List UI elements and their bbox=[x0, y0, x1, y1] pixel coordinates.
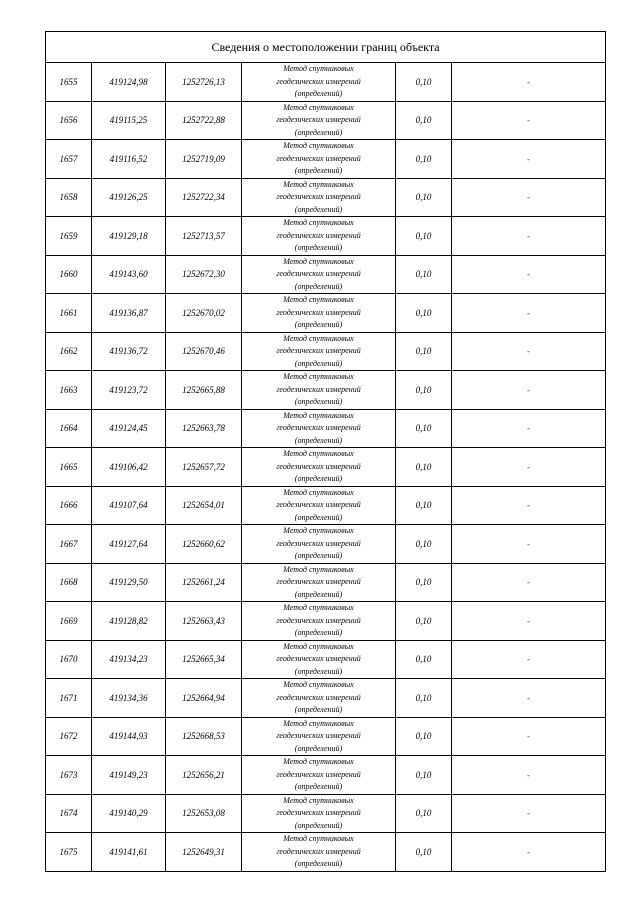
table-row bbox=[46, 178, 606, 217]
x-coordinate-cell: 419116,52 bbox=[92, 140, 166, 179]
table-row bbox=[46, 602, 606, 641]
precision-cell: 0,10 bbox=[396, 217, 452, 256]
method-text-line: геодезических измерений bbox=[276, 115, 361, 124]
table-row bbox=[46, 717, 606, 756]
precision-cell: 0,10 bbox=[396, 602, 452, 641]
x-coordinate-cell: 419129,18 bbox=[92, 217, 166, 256]
note-cell: - bbox=[452, 371, 606, 410]
precision-cell: 0,10 bbox=[396, 563, 452, 602]
method-text-line: Метод спутниковых bbox=[283, 64, 354, 73]
note-cell: - bbox=[452, 294, 606, 333]
method-text-line: Метод спутниковых bbox=[283, 757, 354, 766]
method-cell bbox=[242, 101, 396, 140]
method-text-line: Метод спутниковых bbox=[283, 603, 354, 612]
method-text-line: геодезических измерений bbox=[276, 153, 361, 163]
method-text-line: (определений) bbox=[294, 512, 343, 522]
x-coordinate-cell: 419124,98 bbox=[92, 63, 166, 102]
note-cell: - bbox=[452, 679, 606, 718]
x-coordinate-cell: 419106,42 bbox=[92, 448, 166, 487]
method-text-line: (определений) bbox=[294, 435, 343, 445]
y-coordinate-cell: 1252665,88 bbox=[166, 371, 242, 410]
table-row bbox=[46, 679, 606, 718]
precision-cell: 0,10 bbox=[396, 294, 452, 333]
precision-cell: 0,10 bbox=[396, 371, 452, 410]
point-number-cell: 1663 bbox=[46, 371, 92, 410]
method-text-line: Метод спутниковых bbox=[283, 718, 354, 728]
method-text-line: геодезических измерений bbox=[276, 654, 361, 663]
method-text-line: геодезических измерений bbox=[276, 384, 361, 394]
method-text-line: (определений) bbox=[294, 89, 343, 98]
x-coordinate-cell: 419134,23 bbox=[92, 640, 166, 679]
x-coordinate-cell: 419107,64 bbox=[92, 486, 166, 525]
point-number-cell: 1668 bbox=[46, 563, 92, 602]
method-text-line: (определений) bbox=[294, 782, 343, 791]
method-text-line: геодезических измерений bbox=[276, 346, 361, 355]
x-coordinate-cell: 419128,82 bbox=[92, 602, 166, 641]
boundary-coordinates-table bbox=[45, 31, 606, 872]
table-row bbox=[46, 332, 606, 371]
point-number-cell: 1666 bbox=[46, 486, 92, 525]
method-text-line: Метод спутниковых bbox=[283, 218, 354, 227]
method-text-line: (определений) bbox=[294, 628, 343, 637]
y-coordinate-cell: 1252722,88 bbox=[166, 101, 242, 140]
method-text-line: (определений) bbox=[294, 358, 343, 368]
point-number-cell: 1664 bbox=[46, 409, 92, 448]
method-cell bbox=[242, 255, 396, 294]
method-text-line: геодезических измерений bbox=[276, 769, 361, 779]
note-cell: - bbox=[452, 756, 606, 795]
x-coordinate-cell: 419136,87 bbox=[92, 294, 166, 333]
method-text-line: геодезических измерений bbox=[276, 192, 361, 201]
y-coordinate-cell: 1252661,24 bbox=[166, 563, 242, 602]
method-text-line: Метод спутниковых bbox=[283, 641, 354, 651]
note-cell: - bbox=[452, 101, 606, 140]
precision-cell: 0,10 bbox=[396, 140, 452, 179]
point-number-cell: 1669 bbox=[46, 602, 92, 641]
x-coordinate-cell: 419126,25 bbox=[92, 178, 166, 217]
point-number-cell: 1656 bbox=[46, 101, 92, 140]
point-number-cell: 1662 bbox=[46, 332, 92, 371]
method-text-line: Метод спутниковых bbox=[283, 102, 354, 112]
table-row bbox=[46, 217, 606, 256]
y-coordinate-cell: 1252670,46 bbox=[166, 332, 242, 371]
method-text-line: (определений) bbox=[294, 743, 343, 753]
note-cell: - bbox=[452, 794, 606, 833]
note-cell: - bbox=[452, 409, 606, 448]
y-coordinate-cell: 1252654,01 bbox=[166, 486, 242, 525]
precision-cell: 0,10 bbox=[396, 717, 452, 756]
method-text-line: (определений) bbox=[294, 589, 343, 599]
table-row bbox=[46, 371, 606, 410]
y-coordinate-cell: 1252660,62 bbox=[166, 525, 242, 564]
x-coordinate-cell: 419123,72 bbox=[92, 371, 166, 410]
x-coordinate-cell: 419136,72 bbox=[92, 332, 166, 371]
note-cell: - bbox=[452, 602, 606, 641]
method-text-line: Метод спутниковых bbox=[283, 141, 354, 150]
note-cell: - bbox=[452, 217, 606, 256]
note-cell: - bbox=[452, 563, 606, 602]
x-coordinate-cell: 419140,29 bbox=[92, 794, 166, 833]
precision-cell: 0,10 bbox=[396, 640, 452, 679]
note-cell: - bbox=[452, 140, 606, 179]
x-coordinate-cell: 419124,45 bbox=[92, 409, 166, 448]
y-coordinate-cell: 1252713,57 bbox=[166, 217, 242, 256]
precision-cell: 0,10 bbox=[396, 332, 452, 371]
note-cell: - bbox=[452, 63, 606, 102]
method-text-line: (определений) bbox=[294, 320, 343, 329]
method-text-line: Метод спутниковых bbox=[283, 179, 354, 189]
precision-cell: 0,10 bbox=[396, 409, 452, 448]
point-number-cell: 1674 bbox=[46, 794, 92, 833]
method-text-line: (определений) bbox=[294, 705, 343, 714]
table-title: Сведения о местоположении границ объекта bbox=[46, 32, 606, 63]
precision-cell: 0,10 bbox=[396, 255, 452, 294]
method-text-line: геодезических измерений bbox=[276, 269, 361, 278]
y-coordinate-cell: 1252726,13 bbox=[166, 63, 242, 102]
table-row bbox=[46, 101, 606, 140]
method-cell bbox=[242, 332, 396, 371]
table-row bbox=[46, 794, 606, 833]
method-cell bbox=[242, 448, 396, 487]
point-number-cell: 1667 bbox=[46, 525, 92, 564]
note-cell: - bbox=[452, 178, 606, 217]
point-number-cell: 1675 bbox=[46, 833, 92, 872]
method-text-line: Метод спутниковых bbox=[283, 680, 354, 689]
x-coordinate-cell: 419115,25 bbox=[92, 101, 166, 140]
note-cell: - bbox=[452, 525, 606, 564]
method-cell bbox=[242, 140, 396, 179]
method-text-line: (определений) bbox=[294, 666, 343, 676]
method-text-line: Метод спутниковых bbox=[283, 487, 354, 497]
method-text-line: (определений) bbox=[294, 551, 343, 560]
point-number-cell: 1661 bbox=[46, 294, 92, 333]
point-number-cell: 1655 bbox=[46, 63, 92, 102]
method-cell bbox=[242, 178, 396, 217]
table-row bbox=[46, 63, 606, 102]
method-cell bbox=[242, 679, 396, 718]
precision-cell: 0,10 bbox=[396, 679, 452, 718]
y-coordinate-cell: 1252670,02 bbox=[166, 294, 242, 333]
method-text-line: Метод спутниковых bbox=[283, 449, 354, 458]
method-text-line: геодезических измерений bbox=[276, 615, 361, 625]
point-number-cell: 1658 bbox=[46, 178, 92, 217]
y-coordinate-cell: 1252672,30 bbox=[166, 255, 242, 294]
y-coordinate-cell: 1252663,43 bbox=[166, 602, 242, 641]
method-cell bbox=[242, 294, 396, 333]
method-cell bbox=[242, 217, 396, 256]
table-row bbox=[46, 756, 606, 795]
precision-cell: 0,10 bbox=[396, 178, 452, 217]
table-row bbox=[46, 255, 606, 294]
y-coordinate-cell: 1252653,08 bbox=[166, 794, 242, 833]
y-coordinate-cell: 1252657,72 bbox=[166, 448, 242, 487]
method-text-line: Метод спутниковых bbox=[283, 372, 354, 381]
table-row bbox=[46, 486, 606, 525]
y-coordinate-cell: 1252665,34 bbox=[166, 640, 242, 679]
table-row bbox=[46, 140, 606, 179]
y-coordinate-cell: 1252722,34 bbox=[166, 178, 242, 217]
precision-cell: 0,10 bbox=[396, 525, 452, 564]
method-text-line: геодезических измерений bbox=[276, 76, 361, 86]
table-row bbox=[46, 833, 606, 872]
point-number-cell: 1659 bbox=[46, 217, 92, 256]
method-text-line: (определений) bbox=[294, 474, 343, 483]
method-text-line: (определений) bbox=[294, 127, 343, 137]
precision-cell: 0,10 bbox=[396, 756, 452, 795]
y-coordinate-cell: 1252719,09 bbox=[166, 140, 242, 179]
method-text-line: (определений) bbox=[294, 397, 343, 406]
note-cell: - bbox=[452, 833, 606, 872]
method-cell bbox=[242, 833, 396, 872]
method-text-line: Метод спутниковых bbox=[283, 410, 354, 420]
method-cell bbox=[242, 640, 396, 679]
method-cell bbox=[242, 756, 396, 795]
table-row bbox=[46, 563, 606, 602]
method-text-line: (определений) bbox=[294, 859, 343, 868]
precision-cell: 0,10 bbox=[396, 63, 452, 102]
precision-cell: 0,10 bbox=[396, 101, 452, 140]
precision-cell: 0,10 bbox=[396, 486, 452, 525]
x-coordinate-cell: 419129,50 bbox=[92, 563, 166, 602]
y-coordinate-cell: 1252664,94 bbox=[166, 679, 242, 718]
method-text-line: геодезических измерений bbox=[276, 731, 361, 740]
x-coordinate-cell: 419141,61 bbox=[92, 833, 166, 872]
method-text-line: Метод спутниковых bbox=[283, 295, 354, 304]
point-number-cell: 1660 bbox=[46, 255, 92, 294]
precision-cell: 0,10 bbox=[396, 833, 452, 872]
point-number-cell: 1670 bbox=[46, 640, 92, 679]
y-coordinate-cell: 1252649,31 bbox=[166, 833, 242, 872]
method-text-line: Метод спутниковых bbox=[283, 256, 354, 266]
method-text-line: (определений) bbox=[294, 204, 343, 214]
point-number-cell: 1673 bbox=[46, 756, 92, 795]
y-coordinate-cell: 1252668,53 bbox=[166, 717, 242, 756]
method-text-line: (определений) bbox=[294, 166, 343, 175]
method-text-line: Метод спутниковых bbox=[283, 333, 354, 343]
x-coordinate-cell: 419127,64 bbox=[92, 525, 166, 564]
method-text-line: (определений) bbox=[294, 281, 343, 291]
note-cell: - bbox=[452, 255, 606, 294]
method-text-line: Метод спутниковых bbox=[283, 526, 354, 535]
method-cell bbox=[242, 63, 396, 102]
method-cell bbox=[242, 409, 396, 448]
method-text-line: геодезических измерений bbox=[276, 577, 361, 586]
method-text-line: Метод спутниковых bbox=[283, 834, 354, 843]
note-cell: - bbox=[452, 640, 606, 679]
method-cell bbox=[242, 794, 396, 833]
note-cell: - bbox=[452, 448, 606, 487]
method-text-line: (определений) bbox=[294, 820, 343, 830]
method-text-line: Метод спутниковых bbox=[283, 795, 354, 805]
table-row bbox=[46, 640, 606, 679]
method-cell bbox=[242, 371, 396, 410]
method-cell bbox=[242, 563, 396, 602]
table-row bbox=[46, 294, 606, 333]
x-coordinate-cell: 419143,60 bbox=[92, 255, 166, 294]
x-coordinate-cell: 419144,93 bbox=[92, 717, 166, 756]
method-text-line: геодезических измерений bbox=[276, 423, 361, 432]
method-cell bbox=[242, 525, 396, 564]
point-number-cell: 1672 bbox=[46, 717, 92, 756]
note-cell: - bbox=[452, 717, 606, 756]
method-cell bbox=[242, 602, 396, 641]
table-row bbox=[46, 448, 606, 487]
x-coordinate-cell: 419134,36 bbox=[92, 679, 166, 718]
table-row bbox=[46, 525, 606, 564]
point-number-cell: 1671 bbox=[46, 679, 92, 718]
method-text-line: геодезических измерений bbox=[276, 230, 361, 240]
point-number-cell: 1665 bbox=[46, 448, 92, 487]
method-text-line: (определений) bbox=[294, 243, 343, 252]
method-text-line: Метод спутниковых bbox=[283, 564, 354, 574]
method-text-line: геодезических измерений bbox=[276, 500, 361, 509]
method-cell bbox=[242, 486, 396, 525]
precision-cell: 0,10 bbox=[396, 794, 452, 833]
note-cell: - bbox=[452, 332, 606, 371]
method-text-line: геодезических измерений bbox=[276, 846, 361, 856]
x-coordinate-cell: 419149,23 bbox=[92, 756, 166, 795]
method-text-line: геодезических измерений bbox=[276, 461, 361, 471]
method-cell bbox=[242, 717, 396, 756]
method-text-line: геодезических измерений bbox=[276, 692, 361, 702]
table-row bbox=[46, 409, 606, 448]
method-text-line: геодезических измерений bbox=[276, 808, 361, 817]
precision-cell: 0,10 bbox=[396, 448, 452, 487]
method-text-line: геодезических измерений bbox=[276, 538, 361, 548]
note-cell: - bbox=[452, 486, 606, 525]
y-coordinate-cell: 1252656,21 bbox=[166, 756, 242, 795]
y-coordinate-cell: 1252663,78 bbox=[166, 409, 242, 448]
method-text-line: геодезических измерений bbox=[276, 307, 361, 317]
point-number-cell: 1657 bbox=[46, 140, 92, 179]
